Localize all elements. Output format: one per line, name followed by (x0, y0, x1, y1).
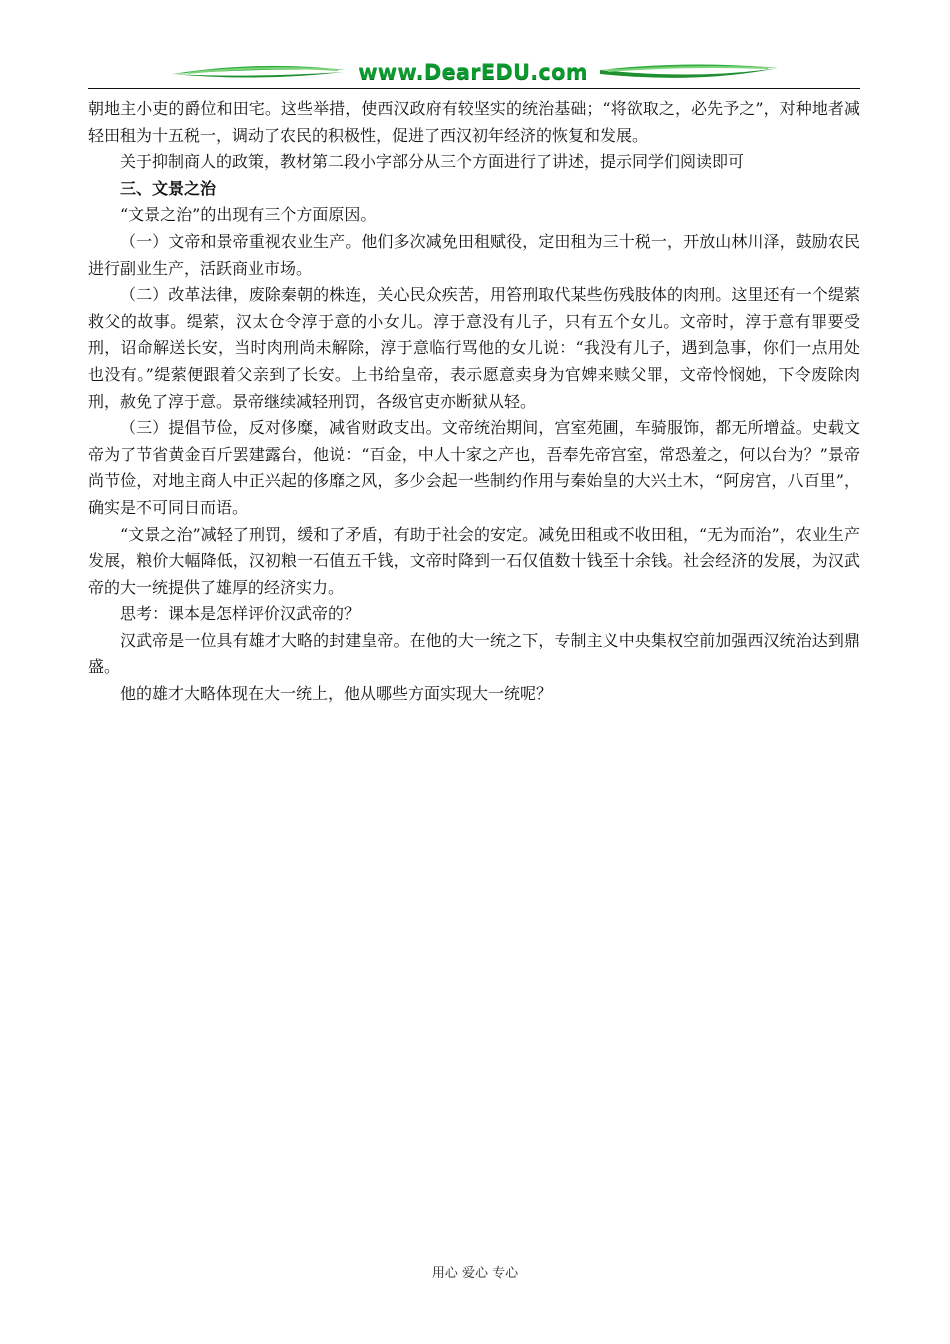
paragraph: （一）文帝和景帝重视农业生产。他们多次减免田租赋役，定田租为三十税一，开放山林川泽，鼓励农民进行副业生产，活跃商业市场。 (88, 231, 860, 278)
header-divider (88, 88, 860, 89)
paragraph: （三）提倡节俭，反对侈糜，减省财政支出。文帝统治期间，宫室苑圃，车骑服饰，都无所增益。史载文帝为了节省黄金百斤罢建露台，他说：“百金，中人十家之产也，吾奉先帝宫室，常恐羞之，何以台为？”景帝尚节俭，对地主商人中正兴起的侈靡之风，多少会起一些制约作用与秦始皇的大兴土木，“阿房宫，八百里”，确实是不可同日而语。 (88, 418, 860, 517)
site-url: www.DearEDU.com (358, 60, 588, 84)
page-header (88, 56, 860, 90)
document-body (88, 96, 860, 708)
paragraph: 朝地主小吏的爵位和田宅。这些举措，使西汉政府有较坚实的统治基础；“将欲取之，必先予之”，对种地者减轻田租为十五税一，调动了农民的积极性，促进了西汉初年经济的恢复和发展。 (88, 99, 860, 145)
page-footer: 用心 爱心 专心 (431, 1266, 519, 1281)
paragraph: 他的雄才大略体现在大一统上，他从哪些方面实现大一统呢？ (120, 684, 553, 704)
section-heading: 三、文景之治 (120, 178, 217, 198)
paragraph: “文景之治”减轻了刑罚，缓和了矛盾，有助于社会的安定。减免田租或不收田租，“无为而治”，农业生产发展，粮价大幅降低，汉初粮一石值五千钱，文帝时降到一石仅值数十钱至十余钱。社会经济的发展，为汉武帝的大一统提供了雄厚的经济实力。 (88, 524, 860, 597)
paragraph: （二）改革法律，废除秦朝的株连，关心民众疾苦，用笞刑取代某些伤残肢体的肉刑。这里还有一个缇萦救父的故事。缇萦，汉太仓令淳于意的小女儿。淳于意没有儿子，只有五个女儿。文帝时，淳于意有罪要受刑，诏命解送长安，当时肉刑尚未解除，淳于意临行骂他的女儿说：“我没有儿子，遇到急事，你们一点用处也没有。”缇萦便跟着父亲到了长安。上书给皇帝，表示愿意卖身为官婢来赎父罪，文帝怜悯她，下令废除肉刑，赦免了淳于意。景帝继续减轻刑罚，各级官吏亦断狱从轻。 (88, 285, 860, 411)
dearedu-logo-banner (88, 56, 860, 88)
paragraph: 思考：课本是怎样评价汉武帝的？ (120, 604, 361, 624)
paragraph: 汉武帝是一位具有雄才大略的封建皇帝。在他的大一统之下，专制主义中央集权空前加强西汉统治达到鼎盛。 (88, 630, 860, 677)
paragraph: “文景之治”的出现有三个方面原因。 (120, 205, 377, 225)
paragraph: 关于抑制商人的政策，教材第二段小字部分从三个方面进行了讲述，提示同学们阅读即可 (120, 152, 745, 172)
